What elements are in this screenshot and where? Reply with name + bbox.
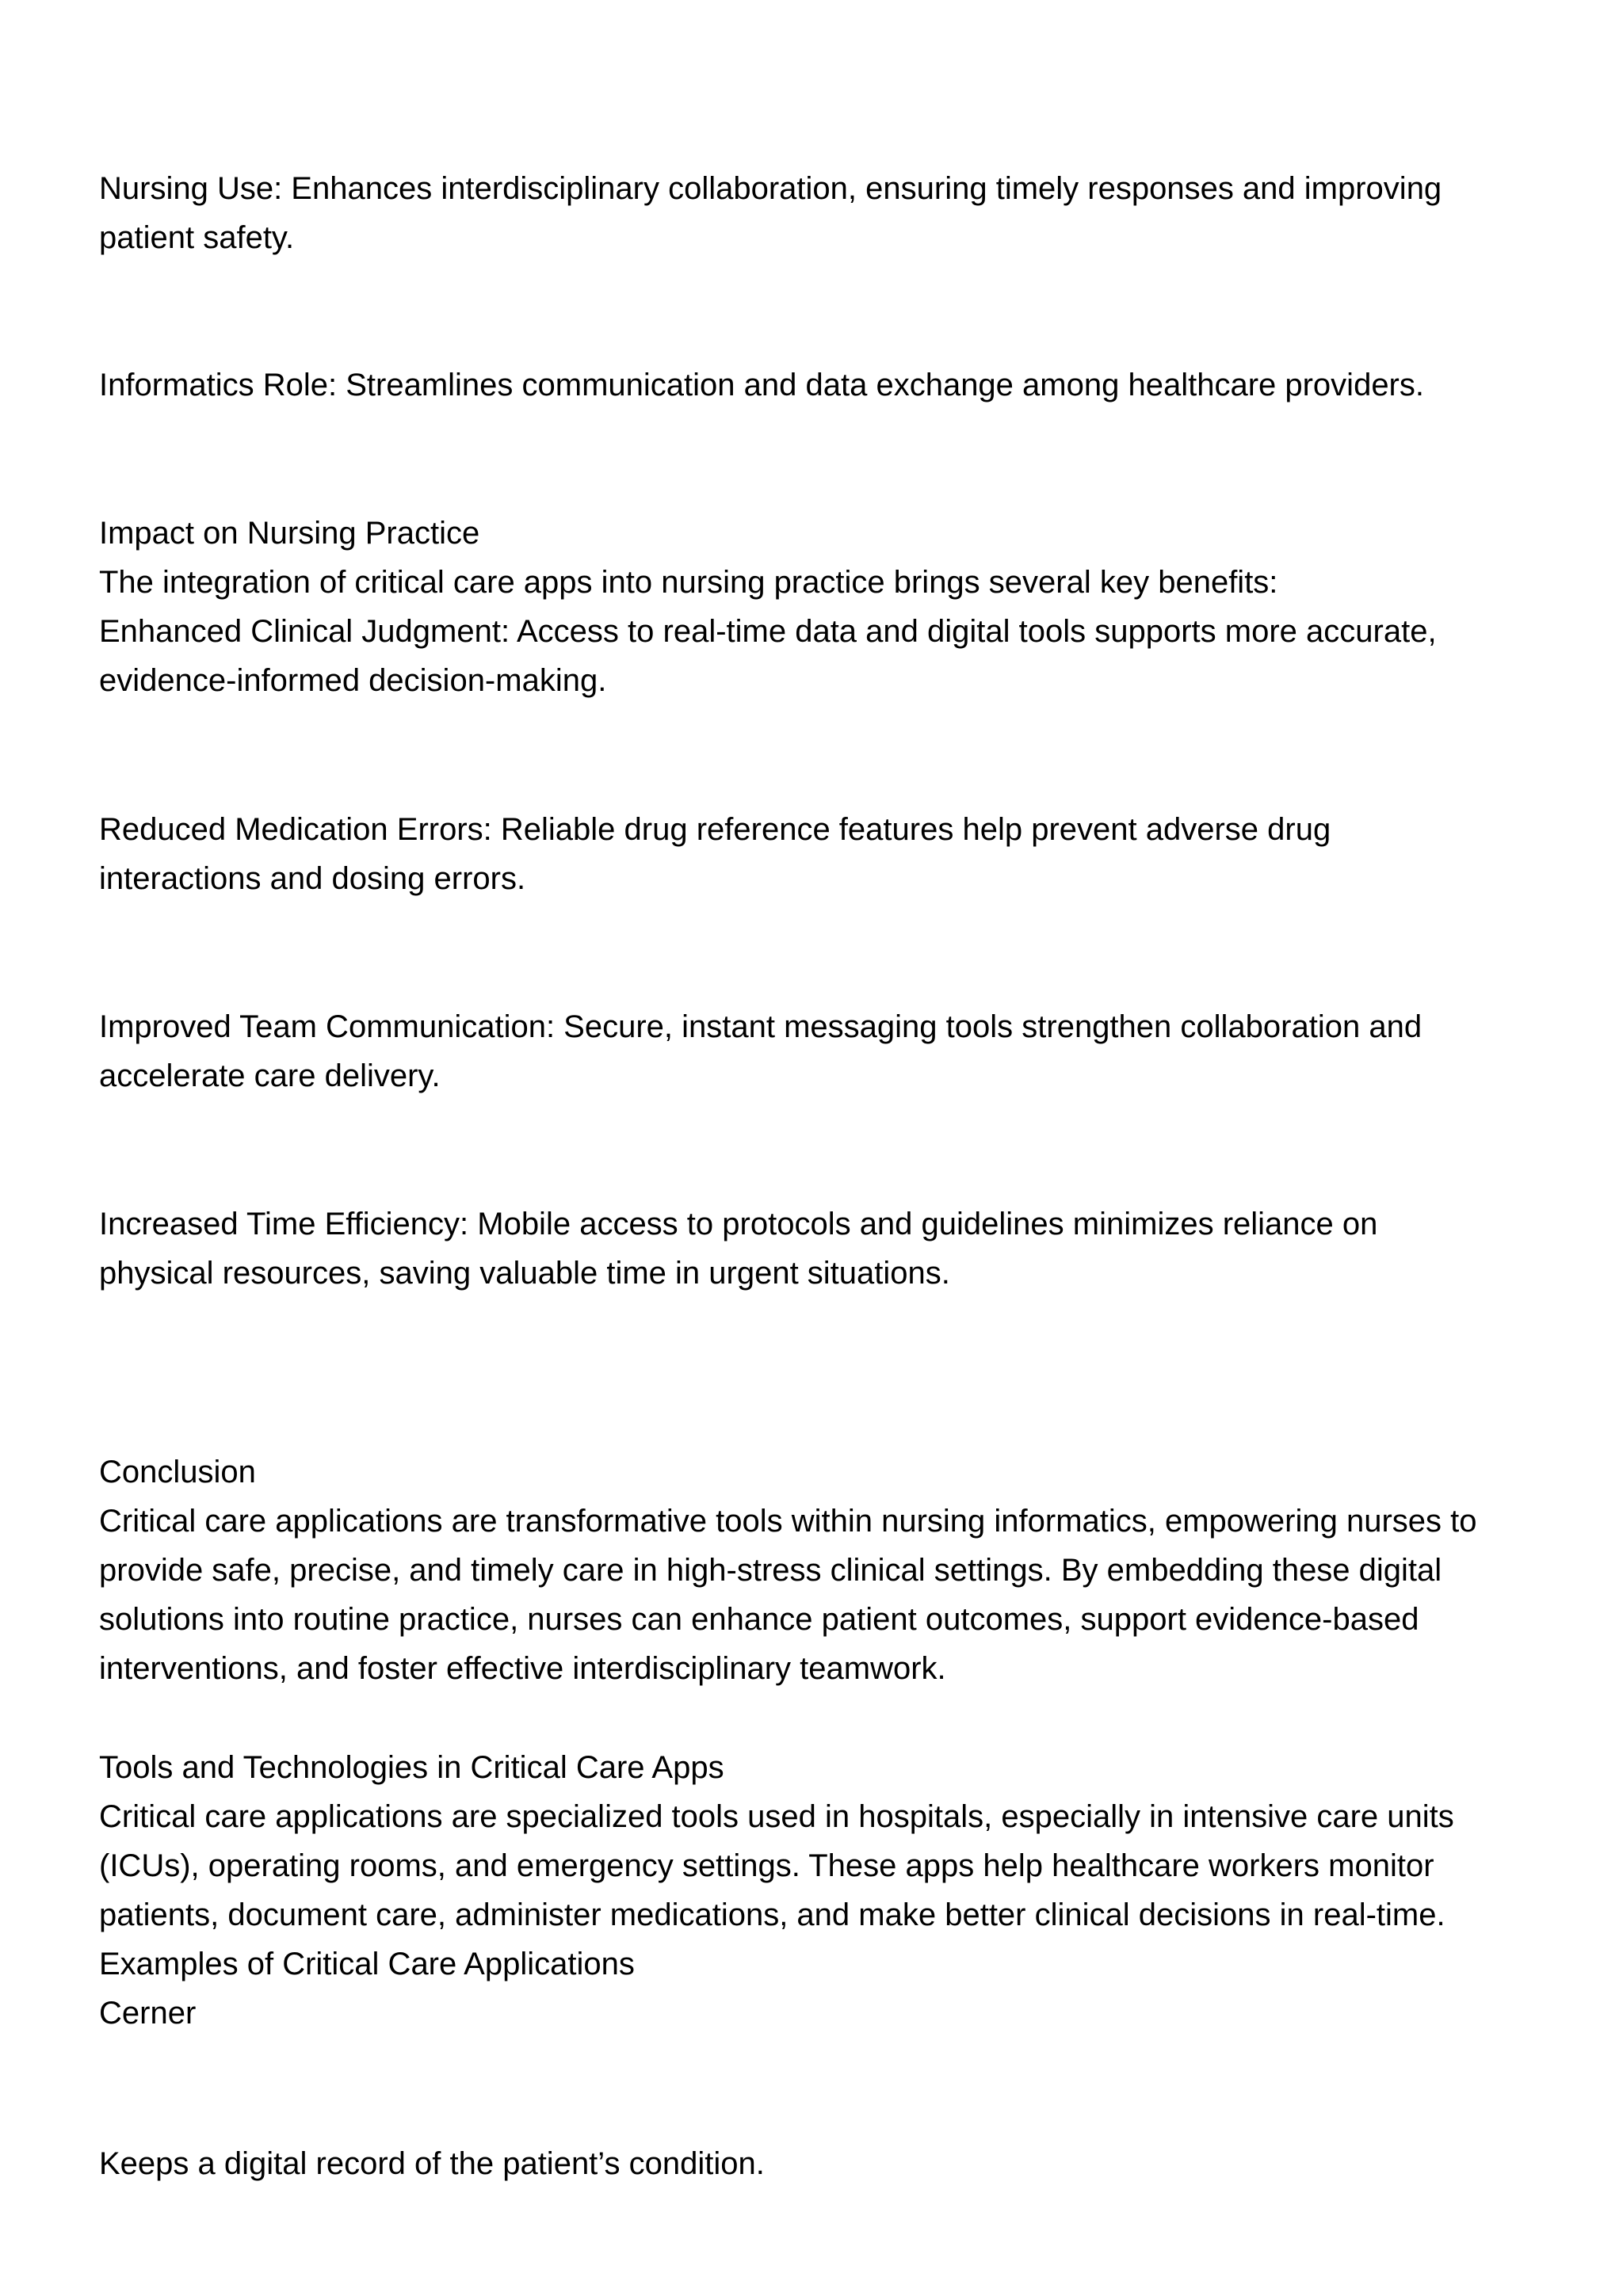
conclusion-line-3: solutions into routine practice, nurses can enhance patient outcomes, support evidence-based bbox=[99, 1602, 1419, 1637]
impact-intro: The integration of critical care apps into nursing practice brings several key benefits: bbox=[99, 565, 1278, 600]
impact-section bbox=[99, 509, 1549, 705]
clinical-judgment-line-1: Enhanced Clinical Judgment: Access to real-time data and digital tools supports more accurate, bbox=[99, 614, 1437, 649]
conclusion-line-2: provide safe, precise, and timely care in high-stress clinical settings. By embedding these digital bbox=[99, 1553, 1442, 1588]
impact-heading: Impact on Nursing Practice bbox=[99, 516, 480, 551]
nursing-use-paragraph bbox=[99, 164, 1549, 262]
record-line-1: Keeps a digital record of the patient’s condition. bbox=[99, 2146, 765, 2181]
time-efficiency-line-1: Increased Time Efficiency: Mobile access to protocols and guidelines minimizes reliance on bbox=[99, 1207, 1378, 1241]
tools-line-2: (ICUs), operating rooms, and emergency settings. These apps help healthcare workers monitor bbox=[99, 1848, 1434, 1883]
conclusion-line-4: interventions, and foster effective interdisciplinary teamwork. bbox=[99, 1651, 946, 1686]
conclusion-section bbox=[99, 1447, 1549, 1693]
time-efficiency-line-2: physical resources, saving valuable time in urgent situations. bbox=[99, 1256, 950, 1291]
medication-errors-line-1: Reduced Medication Errors: Reliable drug reference features help prevent adverse drug bbox=[99, 812, 1331, 847]
tools-line-3: patients, document care, administer medications, and make better clinical decisions in real-time. bbox=[99, 1897, 1445, 1932]
time-efficiency-paragraph bbox=[99, 1199, 1549, 1298]
conclusion-line-1: Critical care applications are transformative tools within nursing informatics, empowering nurses to bbox=[99, 1504, 1477, 1539]
team-communication-line-1: Improved Team Communication: Secure, instant messaging tools strengthen collaboration and bbox=[99, 1009, 1423, 1044]
conclusion-heading: Conclusion bbox=[99, 1455, 256, 1489]
tools-line-1: Critical care applications are specialized tools used in hospitals, especially in intensive care units bbox=[99, 1799, 1454, 1834]
nursing-use-line-2: patient safety. bbox=[99, 220, 295, 255]
nursing-use-line-1: Nursing Use: Enhances interdisciplinary collaboration, ensuring timely responses and improving bbox=[99, 171, 1442, 206]
tools-heading: Tools and Technologies in Critical Care Apps bbox=[99, 1750, 724, 1785]
team-communication-line-2: accelerate care delivery. bbox=[99, 1058, 441, 1093]
record-paragraph bbox=[99, 2139, 1549, 2188]
team-communication-paragraph bbox=[99, 1002, 1549, 1100]
tools-section bbox=[99, 1743, 1549, 2038]
example-cerner: Cerner bbox=[99, 1996, 197, 2031]
clinical-judgment-line-2: evidence-informed decision-making. bbox=[99, 663, 607, 698]
examples-heading: Examples of Critical Care Applications bbox=[99, 1947, 635, 1981]
medication-errors-line-2: interactions and dosing errors. bbox=[99, 861, 526, 896]
informatics-role-paragraph bbox=[99, 360, 1549, 410]
informatics-role-line-1: Informatics Role: Streamlines communication and data exchange among healthcare providers. bbox=[99, 368, 1424, 402]
medication-errors-paragraph bbox=[99, 805, 1549, 903]
